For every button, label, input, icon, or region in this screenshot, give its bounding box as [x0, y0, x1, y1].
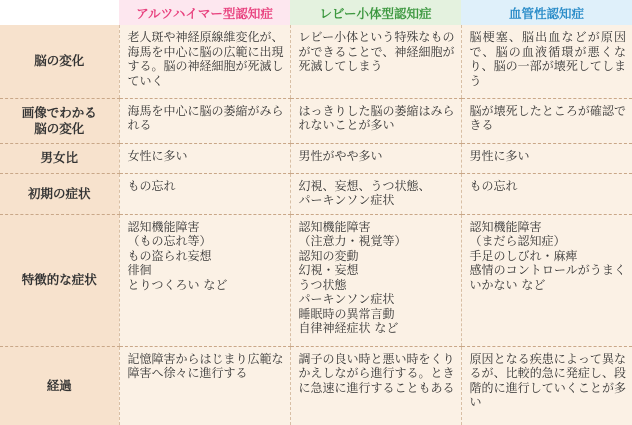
table-row	[0, 214, 632, 346]
row-label-text: 画像でわかる 脳の変化	[21, 104, 97, 136]
cell-lewy	[290, 25, 461, 98]
cell-text: 調子の良い時と悪い時をくりかえしながら進行する。ときに急速に進行することもある	[298, 351, 455, 395]
cell-text: 脳梗塞、脳出血などが原因で、脳の血液循環が悪くなり、脳の一部が壊死してしまう	[469, 30, 626, 88]
table-row	[0, 25, 632, 98]
table-row	[0, 173, 632, 214]
cell-lewy	[290, 98, 461, 143]
cell-lewy	[290, 346, 461, 425]
cell-text: もの忘れ	[469, 178, 518, 193]
cell-text: 海馬を中心に脳の萎縮がみられる	[127, 103, 284, 132]
cell-text: 老人斑や神経原線維変化が、海馬を中心に脳の広範に出現する。脳の神経細胞が死滅していく	[127, 30, 284, 88]
table-row	[0, 346, 632, 425]
row-label-text: 経過	[46, 377, 72, 393]
cell-text: 認知機能障害 （まだら認知症） 手足のしびれ・麻痺 感情のコントロールがうまくいかない など	[469, 219, 626, 292]
row-label	[0, 25, 119, 98]
header-row	[0, 0, 632, 25]
cell-vascular	[461, 143, 632, 173]
row-label	[0, 214, 119, 346]
cell-text: 認知機能障害 （もの忘れ等） もの盗られ妄想 徘徊 とりつくろい など	[127, 219, 228, 292]
row-label	[0, 98, 119, 143]
row-label-text: 脳の変化	[34, 53, 85, 69]
cell-lewy	[290, 143, 461, 173]
table-row	[0, 143, 632, 173]
cell-text: 認知機能障害 （注意力・視覚等） 認知の変動 幻視・妄想 うつ状態 パーキンソン症状 睡眠時の異常言動 自律神経症状 など	[298, 219, 407, 335]
row-label-text: 男女比	[40, 150, 78, 166]
cell-vascular	[461, 98, 632, 143]
cell-alzheimer	[119, 214, 290, 346]
table-row	[0, 98, 632, 143]
cell-lewy	[290, 173, 461, 214]
cell-text: 記憶障害からはじまり広範な障害へ徐々に進行する	[127, 351, 284, 380]
header-vascular: 血管性認知症	[461, 0, 632, 25]
cell-lewy	[290, 214, 461, 346]
cell-alzheimer	[119, 346, 290, 425]
cell-text: はっきりした脳の萎縮はみられないことが多い	[298, 103, 455, 132]
cell-text: 男性がやや多い	[298, 148, 383, 163]
row-label-text: 初期の症状	[27, 185, 91, 201]
cell-text: 原因となる疾患によって異なるが、比較的急に発症し、段階的に進行していくことが多い	[469, 351, 626, 409]
cell-alzheimer	[119, 98, 290, 143]
cell-alzheimer	[119, 173, 290, 214]
row-label	[0, 173, 119, 214]
cell-text: 幻視、妄想、うつ状態、 パーキンソン症状	[298, 178, 431, 207]
row-label	[0, 143, 119, 173]
cell-text: 男性に多い	[469, 148, 530, 163]
row-label	[0, 346, 119, 425]
header-lewy: レビー小体型認知症	[290, 0, 461, 25]
cell-vascular	[461, 173, 632, 214]
cell-vascular	[461, 346, 632, 425]
cell-vascular	[461, 25, 632, 98]
corner-cell	[0, 0, 119, 25]
cell-alzheimer	[119, 25, 290, 98]
header-alzheimer: アルツハイマー型認知症	[119, 0, 290, 25]
cell-text: 女性に多い	[127, 148, 188, 163]
row-label-text: 特徴的な症状	[21, 272, 97, 288]
cell-vascular	[461, 214, 632, 346]
cell-text: レビー小体という特殊なものができることで、神経細胞が死滅してしまう	[298, 30, 455, 73]
cell-text: もの忘れ	[127, 178, 176, 193]
cell-alzheimer	[119, 143, 290, 173]
cell-text: 脳が壊死したところが確認できる	[469, 103, 626, 132]
